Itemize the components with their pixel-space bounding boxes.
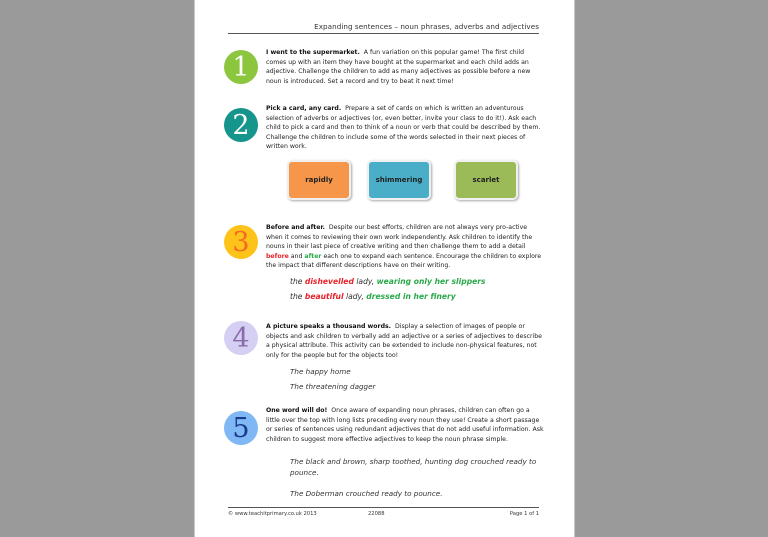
page-footer (228, 507, 539, 517)
word-card-shimmering: shimmering (367, 160, 431, 200)
footer-code: 22088 (368, 511, 385, 517)
section-5-heading: One word will do! (266, 407, 328, 414)
section-1-body: A fun variation on this popular game! The first child comes up with an item they have bought at the supermarket and each child adds an adjective. Challenge the children to add as many adjectives as possible before a new noun is introduced. Set a record and try to beat it next time! (266, 49, 531, 85)
section-1-text (266, 48, 544, 86)
word-cards (287, 160, 527, 198)
example-verbose-sentence: The black and brown, sharp toothed, hunting dog crouched ready to pounce. (290, 457, 537, 477)
page-header (228, 22, 539, 34)
example-threatening-dagger: The threatening dagger (290, 382, 376, 391)
footer-page-number: Page 1 of 1 (509, 511, 539, 517)
section-2-text (266, 104, 544, 152)
section-4-body: Display a selection of images of people or objects and ask children to verbally add an adjective or a series of adjectives to describe a physical attribute. This activity can be extended to include non-physical features, not only for the people but for the objects too! (266, 323, 542, 359)
footer-copyright: © www.teachitprimary.co.uk 2013 (228, 511, 317, 517)
example-line-2: the beautiful lady, dressed in her finery (290, 292, 456, 301)
section-4-heading: A picture speaks a thousand words. (266, 323, 392, 330)
number-badge-2: 2 (224, 108, 258, 142)
example-line-1: the dishevelled lady, wearing only her slippers (290, 277, 486, 286)
section-3-text: Before and after. Despite our best efforts, children are not always very pro-active when it comes to reviewing their own work independently. Ask children to identify the nouns in their last piece of creative writing and then challenge them to add a detail before and after each one to expand each sentence. Encourage the children to explore the impact that different descriptions have on their writing. (266, 224, 542, 270)
section-5-body: Once aware of expanding noun phrases, children can often go a little over the top with long lists preceding every noun they use! Create a short passage or series of sentences using redundant adjectives that do not add useful information. Ask children to suggest more effective adjectives to keep the noun phrase simple. (266, 407, 544, 443)
section-5-text (266, 406, 544, 444)
header-title: Expanding sentences – noun phrases, adverbs and adjectives (314, 22, 539, 31)
example-concise-sentence: The Doberman crouched ready to pounce. (290, 489, 443, 498)
after-word: after (304, 252, 322, 260)
before-word: before (266, 252, 289, 260)
number-badge-5: 5 (224, 411, 258, 445)
section-3-heading: Before and after. (266, 224, 325, 231)
section-2-heading: Pick a card, any card. (266, 105, 342, 112)
document-page (194, 0, 575, 537)
word-card-scarlet: scarlet (454, 160, 518, 200)
example-happy-home: The happy home (290, 367, 351, 376)
word-card-rapidly: rapidly (287, 160, 351, 200)
section-1-heading: I went to the supermarket. (266, 49, 360, 56)
section-4-text (266, 322, 544, 360)
number-badge-3: 3 (224, 225, 258, 259)
section-2-body: Prepare a set of cards on which is written an adventurous selection of adverbs or adjectives (or, even better, invite your class to do it!). Ask each child to pick a card and then to think of a noun or verb that could be described by them. Challenge the children to include some of the words selected in their next pieces of written work. (266, 105, 541, 151)
number-badge-4: 4 (224, 321, 258, 355)
number-badge-1: 1 (224, 50, 258, 84)
